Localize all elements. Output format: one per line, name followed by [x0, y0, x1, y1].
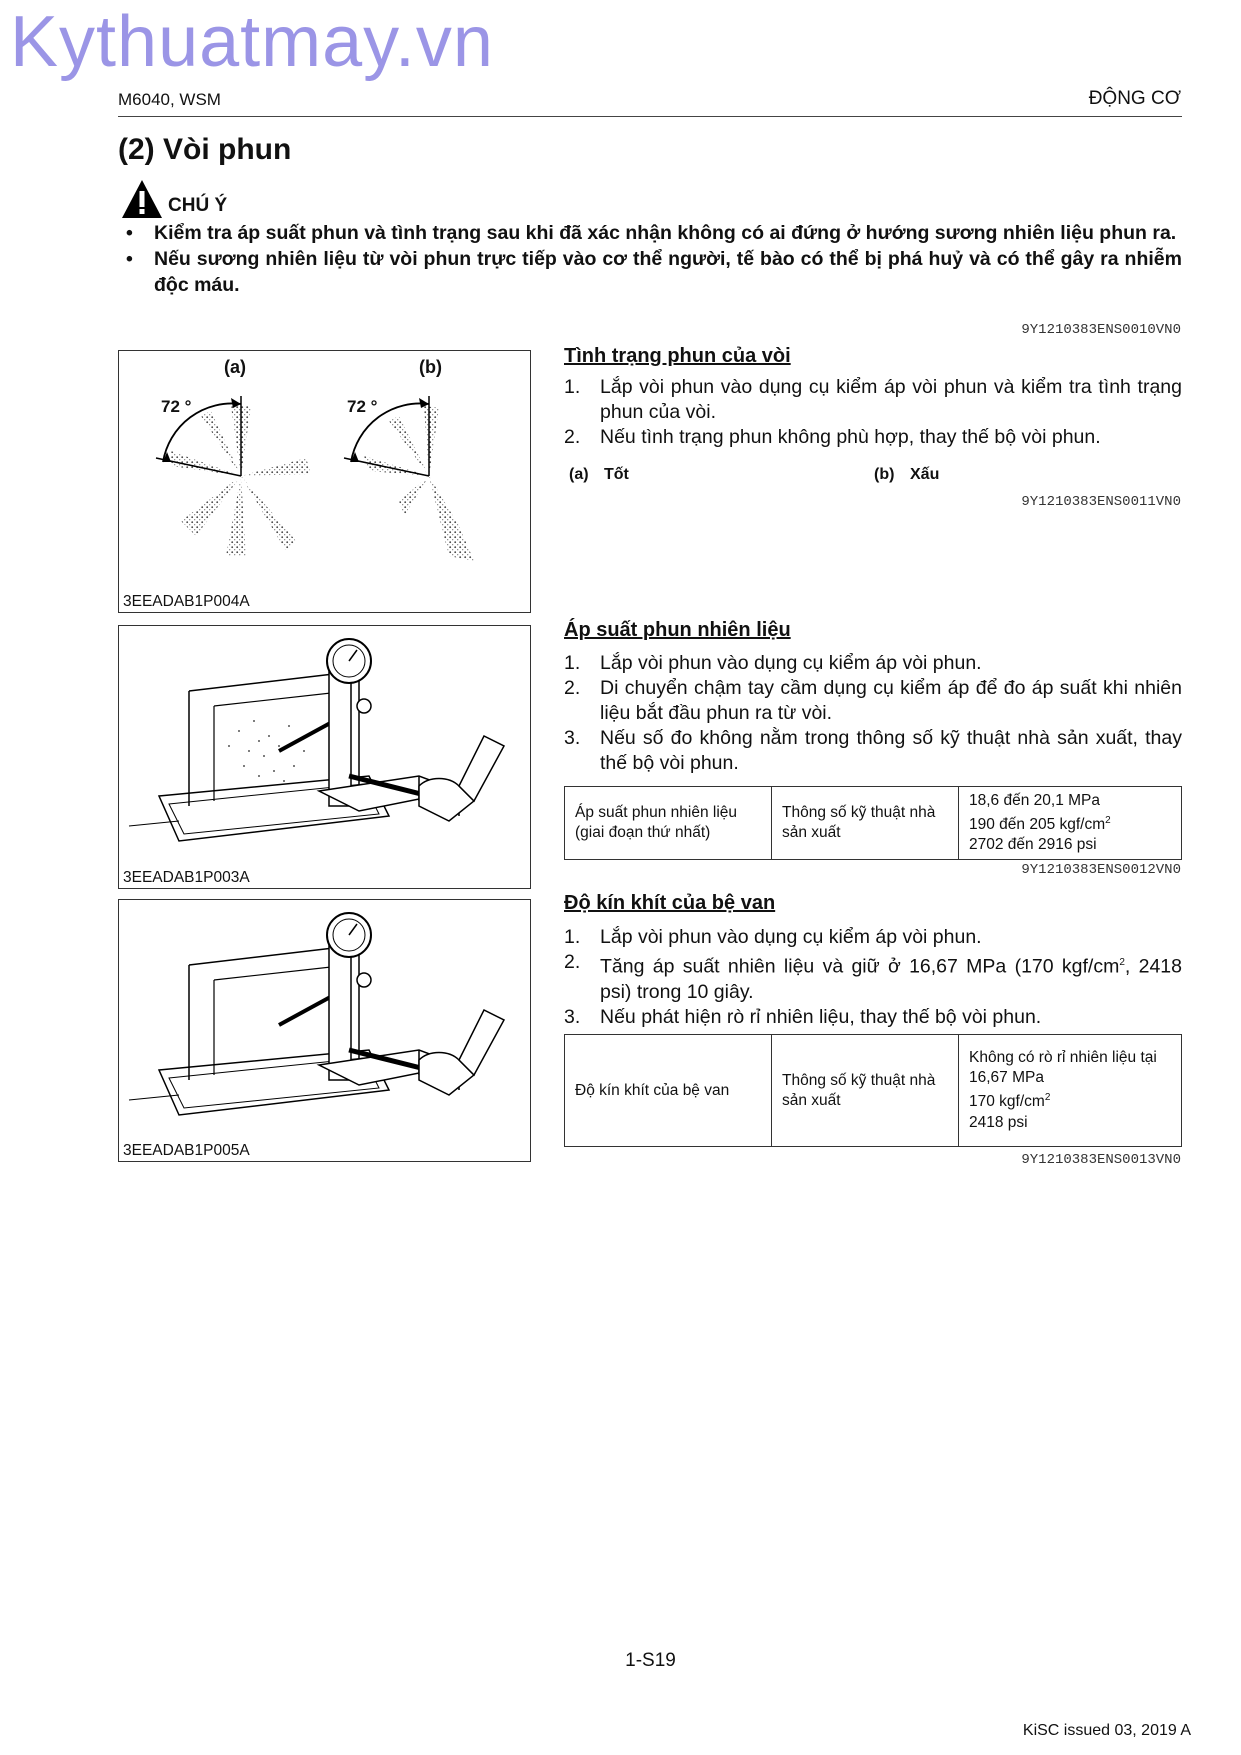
spec-item: Áp suất phun nhiên liệu (giai đoạn thứ nhất): [565, 787, 772, 860]
spray-steps: [564, 375, 1182, 450]
angle-a: 72 °: [161, 397, 192, 416]
section-heading: Độ kín khít của bệ van: [564, 892, 776, 914]
header-left: M6040, WSM: [118, 90, 221, 109]
header-right: ĐỘNG CƠ: [1088, 88, 1181, 109]
caution-item: • Nếu sương nhiên liệu từ vòi phun trực tiếp vào cơ thể người, tế bào có thể bị phá huỷ và có thể gây ra nhiễm độc máu.: [122, 246, 1182, 298]
nozzle-tester-illustration: [119, 626, 530, 888]
figure-caption: 3EEADAB1P004A: [123, 593, 250, 610]
doc-code: 9Y1210383ENS0011VN0: [1021, 494, 1181, 510]
figure-caption: 3EEADAB1P003A: [123, 869, 250, 886]
legend-b: Xấu: [910, 466, 940, 483]
label-b: (b): [419, 357, 442, 377]
spec-type: Thông số kỹ thuật nhà sản xuất: [772, 1035, 959, 1147]
page-title: (2) Vòi phun: [118, 133, 292, 166]
figure-pressure-test: [118, 625, 531, 889]
watermark: Kythuatmay.vn: [10, 2, 494, 82]
legend-a-key: (a): [569, 466, 589, 483]
step-item: 3. Nếu số đo không nằm trong thông số kỹ thuật nhà sản xuất, thay thế bộ vòi phun.: [564, 727, 1182, 774]
figure-spray-pattern: [118, 350, 531, 613]
figure-caption: 3EEADAB1P005A: [123, 1142, 250, 1159]
caution-label: CHÚ Ý: [168, 195, 228, 216]
header-divider: [118, 116, 1182, 117]
figure-seat-tightness: [118, 899, 531, 1162]
doc-code: 9Y1210383ENS0012VN0: [1021, 862, 1181, 878]
caution-list: [122, 220, 1182, 298]
step-item: 2. Di chuyển chậm tay cầm dụng cụ kiểm áp để đo áp suất khi nhiên liệu bắt đầu phun ra từ vòi.: [564, 677, 1182, 724]
nozzle-tester-illustration: [119, 900, 530, 1161]
angle-b: 72 °: [347, 397, 378, 416]
step-item: 3. Nếu phát hiện rò rỉ nhiên liệu, thay thế bộ vòi phun.: [564, 1005, 1042, 1028]
step-item: 2. Tăng áp suất nhiên liệu và giữ ở 16,67 MPa (170 kgf/$cm^2$, 2418 psi) trong 10 giây.: [564, 951, 1182, 1003]
pressure-spec-table: [564, 786, 1182, 860]
label-a: (a): [224, 357, 246, 377]
spec-value: 18,6 đến 20,1 MPa 190 đến 205 kgf/$cm^2$ 2702 đến 2916 psi: [959, 787, 1182, 860]
spray-pattern-illustration: [119, 351, 530, 612]
page-number: 1-S19: [625, 1650, 676, 1671]
spec-item: Độ kín khít của bệ van: [565, 1035, 772, 1147]
legend-b-key: (b): [874, 466, 895, 483]
legend-a: Tốt: [604, 466, 629, 483]
spec-type: Thông số kỹ thuật nhà sản xuất: [772, 787, 959, 860]
caution-item: • Kiểm tra áp suất phun và tình trạng sau khi đã xác nhận không có ai đứng ở hướng sương nhiên liệu phun ra.: [122, 220, 1182, 246]
doc-code: 9Y1210383ENS0010VN0: [1021, 322, 1181, 338]
doc-code: 9Y1210383ENS0013VN0: [1021, 1152, 1181, 1168]
warning-icon: [120, 178, 164, 220]
footer-issue: KiSC issued 03, 2019 A: [1022, 1722, 1191, 1739]
step-item: 1. Lắp vòi phun vào dụng cụ kiểm áp vòi phun và kiểm tra tình trạng phun của vòi.: [564, 376, 1182, 423]
step-item: 1. Lắp vòi phun vào dụng cụ kiểm áp vòi phun.: [564, 926, 982, 948]
spec-value: Không có rò rỉ nhiên liệu tại 16,67 MPa 170 kgf/$cm^2$ 2418 psi: [959, 1035, 1182, 1147]
section-heading: Áp suất phun nhiên liệu: [564, 619, 791, 641]
step-item: 1. Lắp vòi phun vào dụng cụ kiểm áp vòi phun.: [564, 652, 982, 674]
seal-steps: [564, 925, 1182, 1030]
seal-spec-table: [564, 1034, 1182, 1147]
section-heading: Tình trạng phun của vòi: [564, 345, 791, 367]
step-item: 2. Nếu tình trạng phun không phù hợp, thay thế bộ vòi phun.: [564, 426, 1101, 448]
pressure-steps: [564, 651, 1182, 776]
